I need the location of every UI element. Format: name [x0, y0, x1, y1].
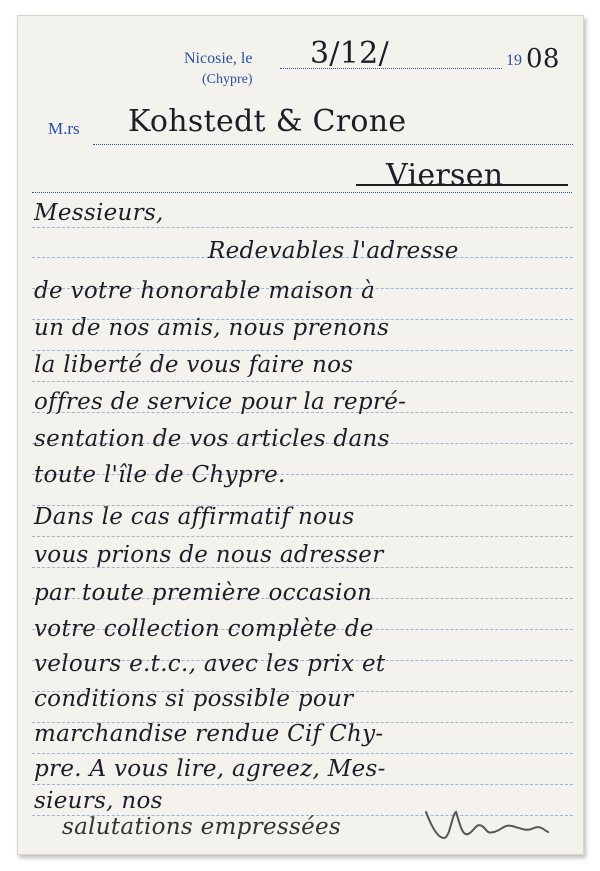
letter-line: votre collection complète de: [34, 616, 374, 642]
letter-line: salutations empressées: [62, 814, 341, 840]
letter-line: par toute première occasion: [34, 580, 373, 606]
printed-place-label: Nicosie, le: [184, 50, 253, 67]
rule-line: [32, 381, 573, 382]
printed-country-label: (Chypre): [202, 72, 253, 87]
letter-line: pre. A vous lire, agreez, Mes-: [34, 756, 386, 782]
letter-line: conditions si possible pour: [34, 686, 354, 712]
letter-line: Redevables l'adresse: [208, 238, 459, 264]
letter-line: vous prions de nous adresser: [34, 542, 384, 568]
letter-line: sentation de vos articles dans: [34, 426, 390, 452]
rule-line: [32, 753, 573, 754]
rule-line: [32, 350, 573, 351]
recipient-name: Kohstedt & Crone: [128, 104, 407, 139]
letter-line: marchandise rendue Cif Chy-: [34, 721, 384, 747]
letter-line: sieurs, nos: [34, 788, 163, 814]
recipient-prefix: M.rs: [48, 119, 80, 138]
signature-scribble: [422, 804, 552, 844]
letter-line: Dans le cas affirmatif nous: [34, 504, 355, 530]
letter-line: de votre honorable maison à: [34, 278, 376, 304]
rule-line: [32, 227, 573, 228]
salutation: Messieurs,: [34, 200, 164, 226]
letter-line: la liberté de vous faire nos: [34, 352, 354, 378]
letter-line: offres de service pour la repré-: [34, 389, 407, 415]
letter-line: un de nos amis, nous prenons: [34, 315, 390, 341]
handwritten-year-suffix: 08: [526, 44, 560, 74]
printed-year-prefix: 19: [506, 52, 522, 69]
handwritten-date: 3/12/: [310, 36, 389, 71]
recipient-city: Viersen: [386, 158, 504, 193]
city-underline: [356, 184, 568, 186]
postcard: [17, 15, 584, 855]
letter-line: velours e.t.c., avec les prix et: [34, 651, 386, 677]
recipient-dotted-line: [93, 144, 573, 145]
rule-line: [32, 536, 573, 537]
letter-line: toute l'île de Chypre.: [34, 462, 286, 488]
rule-line: [32, 784, 573, 785]
